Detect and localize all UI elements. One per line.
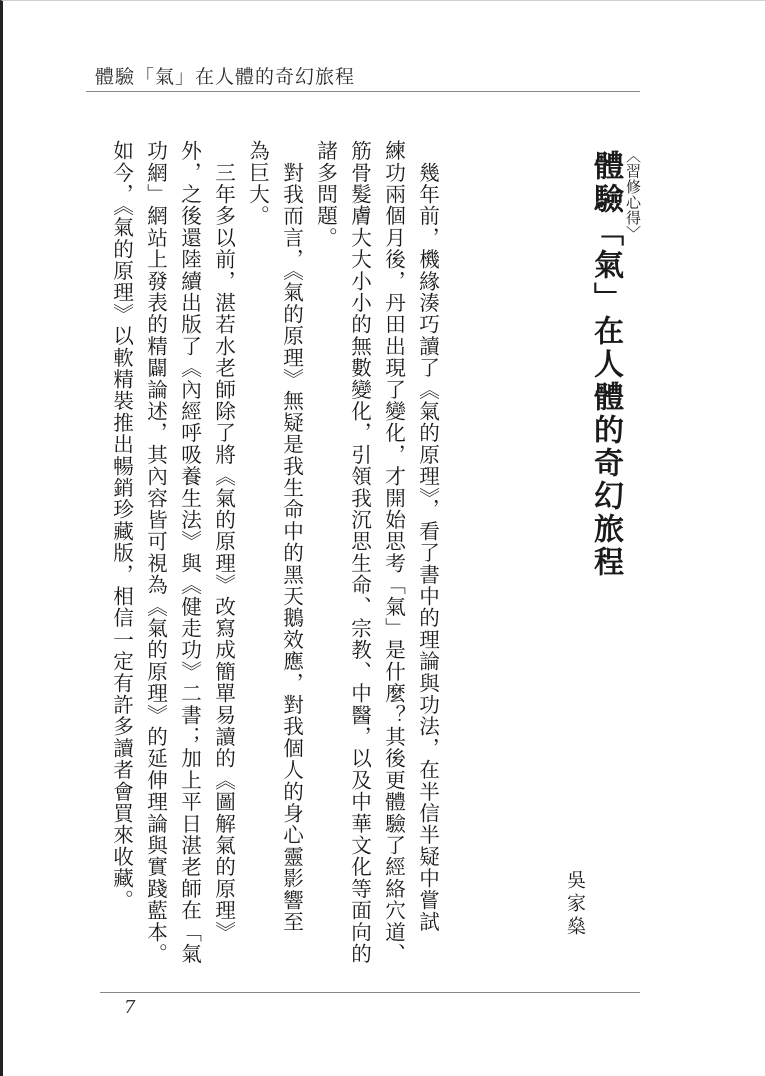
- page-number: 7: [124, 997, 136, 1018]
- body-line: 為巨大。: [245, 140, 270, 227]
- body-line: 三年多以前，湛若水老師除了將《氣的原理》改寫成簡單易讀的《圖解氣的原理》: [211, 140, 236, 943]
- body-line: 對我而言，《氣的原理》無疑是我生命中的黑天鵝效應，對我個人的身心靈影響至: [279, 140, 304, 933]
- body-line: 幾年前，機緣湊巧讀了《氣的原理》，看了書中的理論與功法，在半信半疑中嘗試: [415, 140, 440, 933]
- header-rule: [86, 91, 640, 92]
- author-name: 吳家燊: [564, 870, 586, 939]
- running-head: 體驗「氣」在人體的奇幻旅程: [95, 66, 356, 88]
- body-line: 如今，《氣的原理》以軟精裝推出暢銷珍藏版，相信一定有許多讀者會買來收藏。: [109, 140, 134, 911]
- body-line: 筋骨髮膚大大小小的無數變化，引領我沉思生命、宗教、中醫，以及中華文化等面向的: [347, 140, 372, 965]
- footer-rule: [100, 992, 640, 993]
- body-line: 諸多問題。: [313, 140, 338, 249]
- article-title: 體驗「氣」在人體的奇幻旅程: [588, 150, 623, 579]
- body-line: 練功兩個月後，丹田出現了變化，才開始思考「氣」是什麼？其後更體驗了經絡穴道、: [381, 140, 406, 965]
- body-line: 外，之後還陸續出版了《內經呼吸養生法》與《健走功》二書；加上平日湛老師在「氣: [177, 140, 202, 965]
- body-line: 功網」網站上發表的精闢論述，其內容皆可視為《氣的原理》的延伸理論與實踐藍本。: [143, 140, 168, 965]
- section-label: 〈習修心得〉: [624, 148, 642, 241]
